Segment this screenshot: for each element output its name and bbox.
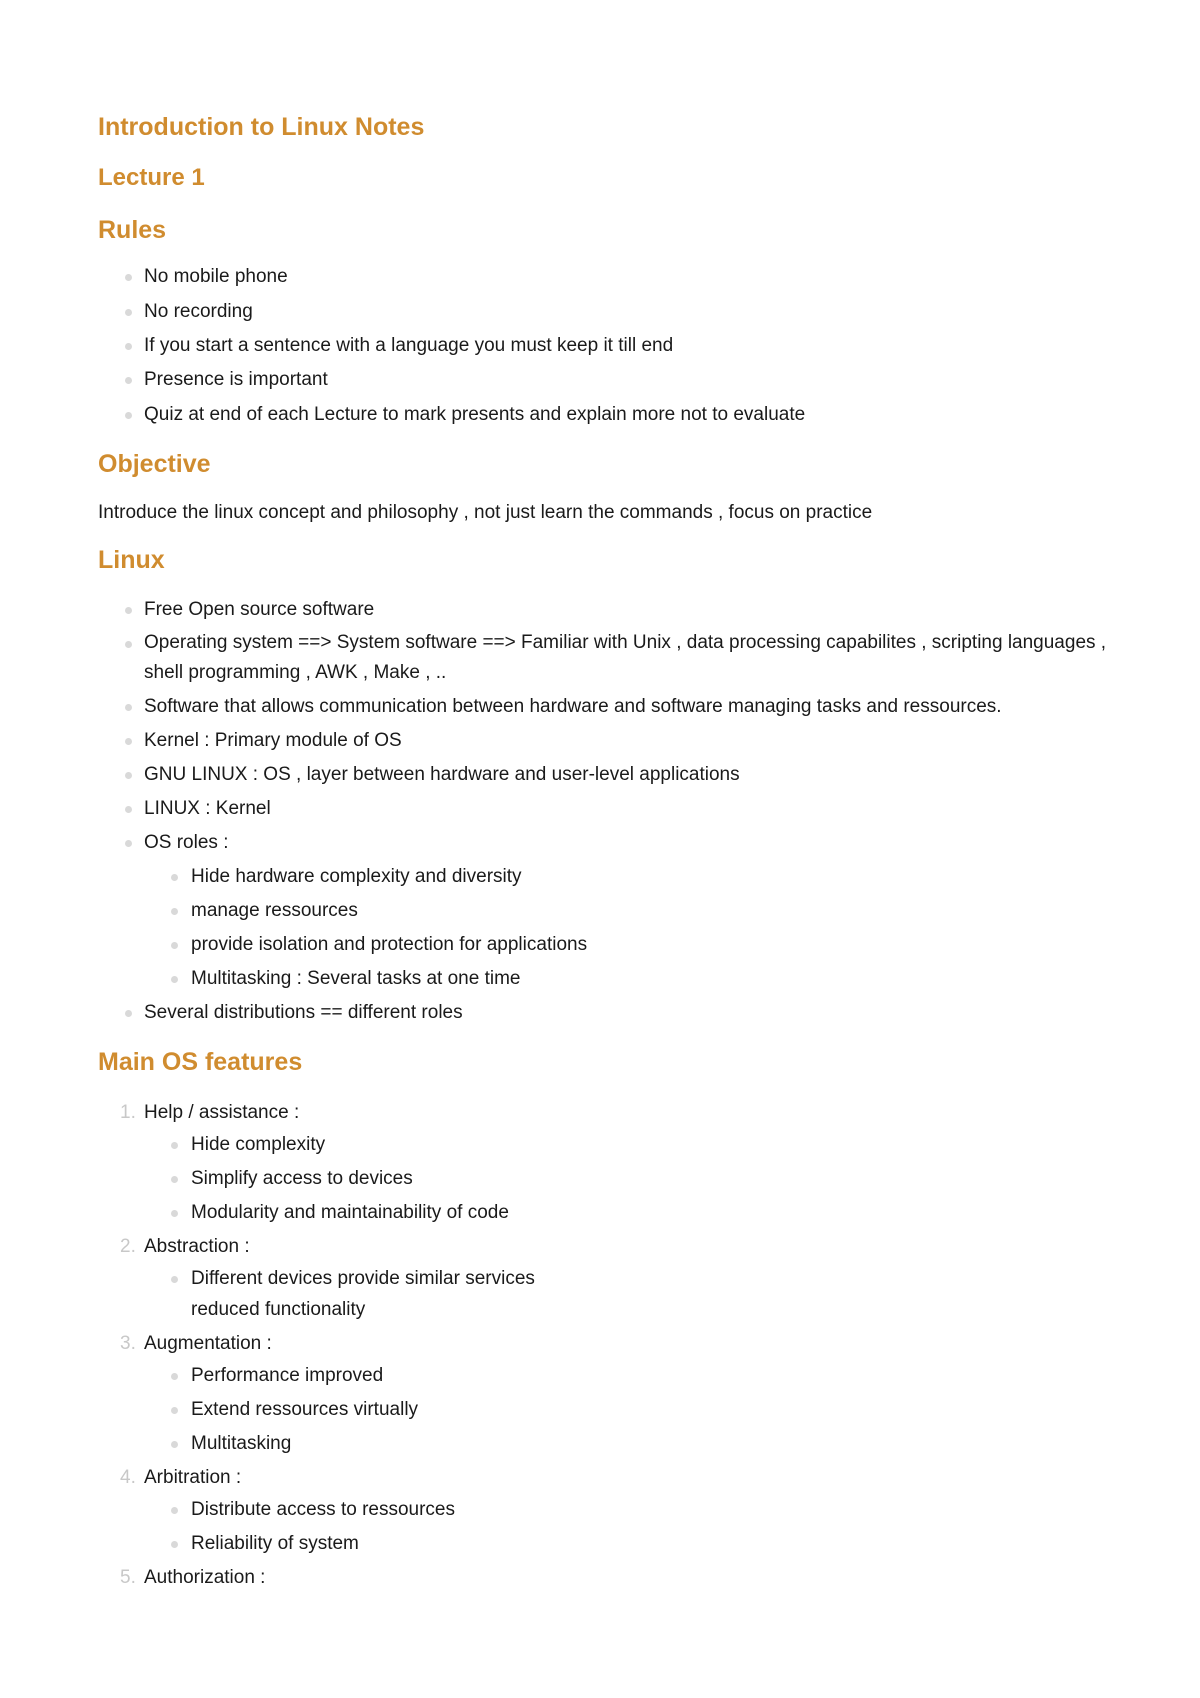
list-item: Distribute access to ressources: [144, 1494, 1108, 1525]
list-number: 3.: [120, 1333, 136, 1354]
feature-label: Help / assistance :: [144, 1102, 300, 1123]
list-item: Reliability of system: [144, 1528, 1108, 1559]
list-item: Operating system ==> System software ==> Familiar with Unix , data processing capabilites , scripting languages , shell programming , AWK , Make , ..: [98, 628, 1108, 688]
list-number: 1.: [120, 1102, 136, 1123]
feature-sublist: [144, 1129, 1108, 1228]
list-item: Free Open source software: [98, 594, 1108, 625]
list-item: If you start a sentence with a language you must keep it till end: [98, 330, 1108, 361]
list-item: LINUX : Kernel: [98, 793, 1108, 824]
list-item: No mobile phone: [98, 261, 1108, 292]
features-heading: Main OS features: [98, 1048, 303, 1076]
list-item: Several distributions == different roles: [98, 997, 1108, 1028]
document-content: [98, 112, 1108, 1593]
linux-list: [98, 594, 1108, 1028]
list-number: 2.: [120, 1236, 136, 1257]
list-item: [98, 827, 1108, 994]
lecture-heading: Lecture 1: [98, 164, 205, 191]
list-item: provide isolation and protection for applications: [144, 929, 1108, 960]
list-item: Extend ressources virtually: [144, 1394, 1108, 1425]
list-item: [98, 1328, 1108, 1459]
os-roles-label: OS roles :: [144, 832, 229, 853]
document-title: Introduction to Linux Notes: [98, 113, 425, 141]
feature-label: Abstraction :: [144, 1236, 250, 1257]
list-item: Quiz at end of each Lecture to mark presents and explain more not to evaluate: [98, 399, 1108, 430]
feature-label: Augmentation :: [144, 1333, 272, 1354]
list-item: [98, 1231, 1108, 1325]
rules-list: [98, 261, 1108, 430]
list-item: Modularity and maintainability of code: [144, 1197, 1108, 1228]
list-item: GNU LINUX : OS , layer between hardware and user-level applications: [98, 759, 1108, 790]
list-item: Multitasking: [144, 1428, 1108, 1459]
list-item: Kernel : Primary module of OS: [98, 725, 1108, 756]
list-item: Hide hardware complexity and diversity: [144, 861, 1108, 892]
list-item: Multitasking : Several tasks at one time: [144, 963, 1108, 994]
list-item: [98, 1562, 1108, 1593]
list-number: 4.: [120, 1467, 136, 1488]
list-item: [98, 1097, 1108, 1228]
feature-label: Arbitration :: [144, 1467, 242, 1488]
feature-label: Authorization :: [144, 1567, 266, 1588]
list-number: 5.: [120, 1567, 136, 1588]
list-item: Performance improved: [144, 1360, 1108, 1391]
feature-sublist: [144, 1263, 1108, 1325]
objective-heading: Objective: [98, 450, 211, 478]
list-item: Hide complexity: [144, 1129, 1108, 1160]
rules-heading: Rules: [98, 216, 167, 244]
list-item: No recording: [98, 296, 1108, 327]
features-list: [98, 1097, 1108, 1593]
list-item: Presence is important: [98, 364, 1108, 395]
objective-text: Introduce the linux concept and philosophy , not just learn the commands , focus on practice: [98, 502, 873, 523]
list-item: Simplify access to devices: [144, 1163, 1108, 1194]
list-item: [98, 1462, 1108, 1559]
feature-sublist: [144, 1494, 1108, 1559]
os-roles-list: [144, 861, 1108, 994]
list-item: Different devices provide similar services reduced functionality: [144, 1263, 571, 1325]
list-item: Software that allows communication between hardware and software managing tasks and ressources.: [98, 691, 1108, 722]
feature-sublist: [144, 1360, 1108, 1459]
linux-heading: Linux: [98, 546, 165, 574]
list-item: manage ressources: [144, 895, 1108, 926]
